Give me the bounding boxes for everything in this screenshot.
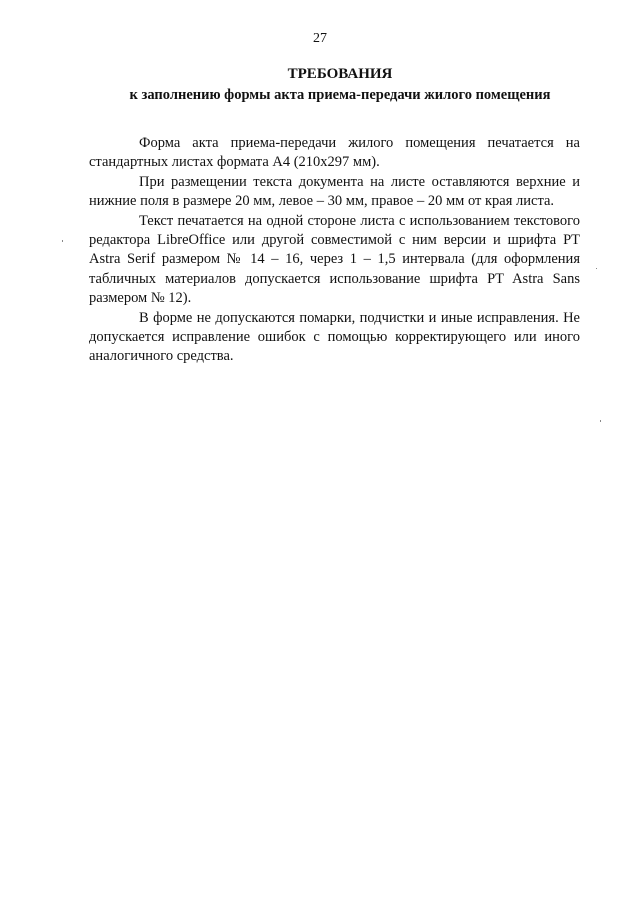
page-number: 27 — [313, 31, 327, 46]
scan-artifact — [62, 240, 63, 242]
scan-artifact — [600, 420, 601, 422]
paragraph-font: Текст печатается на одной стороне листа с использованием текстового редактора LibreOffice или другой совместимой с ним версии и шрифта PT Astra Serif размером № 14 – 16, через 1 – 1,5 интервала (для оформления табличных материалов допускается использование шрифта PT Astra Sans размером № 12). — [89, 212, 580, 307]
paragraph-corrections: В форме не допускаются помарки, подчистки и иные исправления. Не допускается исправление ошибок с помощью корректирующего или иного аналогичного средства. — [89, 309, 580, 365]
paragraph-margins: При размещении текста документа на листе оставляются верхние и нижние поля в размере 20 мм, левое – 30 мм, правое – 20 мм от края листа. — [89, 173, 580, 210]
document-subtitle: к заполнению формы акта приема-передачи жилого помещения — [129, 87, 551, 103]
scan-artifact — [596, 268, 597, 269]
paragraph-format: Форма акта приема-передачи жилого помещения печатается на стандартных листах формата А4 (210х297 мм). — [89, 135, 580, 171]
document-title: ТРЕБОВАНИЯ — [287, 66, 393, 82]
document-body — [89, 134, 580, 367]
